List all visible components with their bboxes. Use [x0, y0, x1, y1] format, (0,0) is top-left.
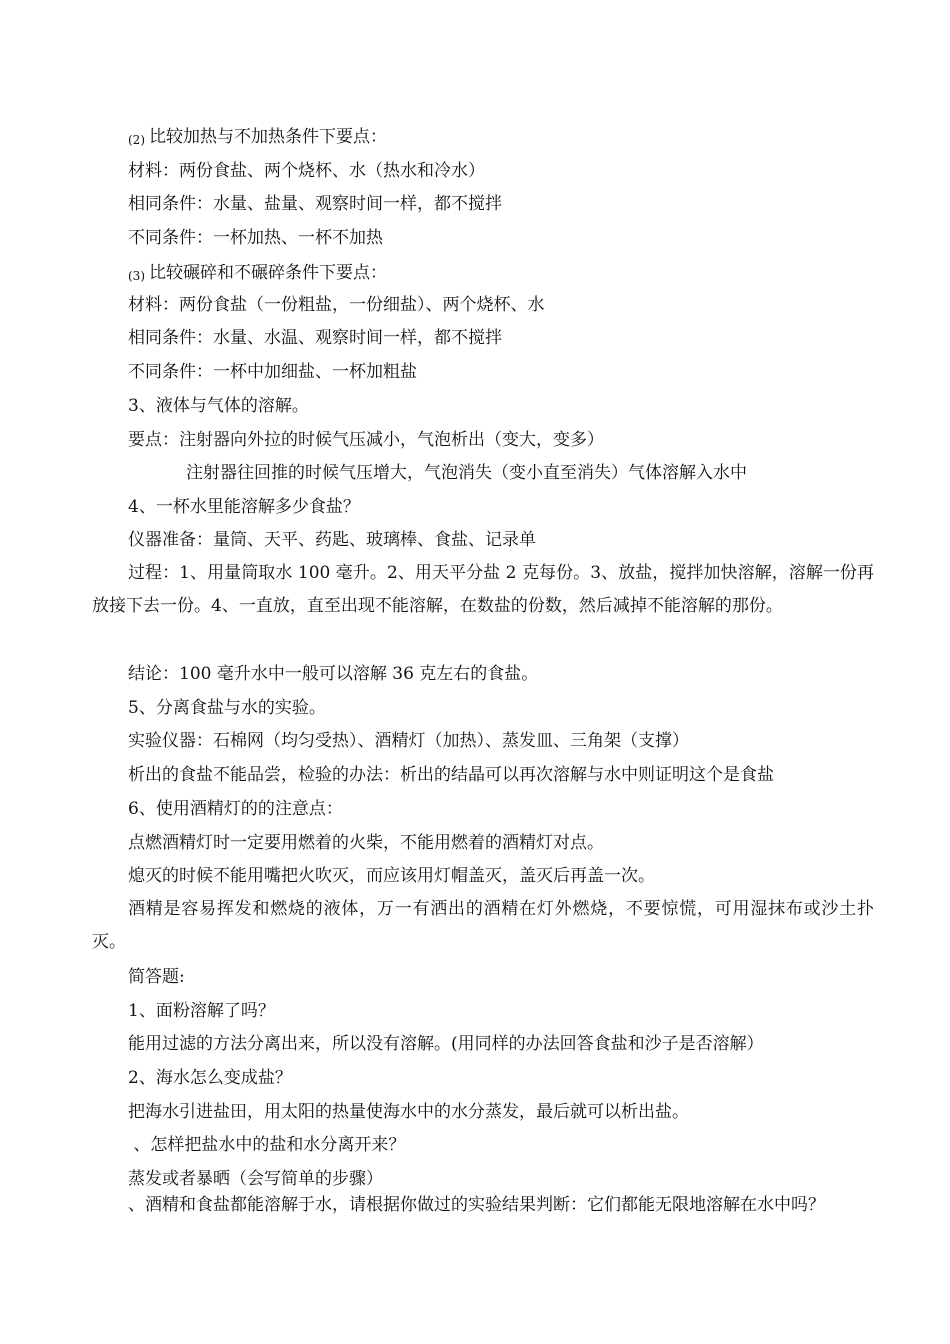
text-line: 5、分离食盐与水的实验。 — [128, 698, 326, 718]
text-line: 3、液体与气体的溶解。 — [128, 396, 309, 416]
text-line: 把海水引进盐田，用太阳的热量使海水中的水分蒸发，最后就可以析出盐。 — [128, 1102, 689, 1122]
section-2-heading — [128, 126, 387, 151]
text-line: 点燃酒精灯时一定要用燃着的火柴，不能用燃着的酒精灯对点。 — [128, 833, 604, 853]
paragraph: 、酒精和食盐都能溶解于水，请根据你做过的实验结果判断：它们都能无限地溶解在水中吗？ — [128, 1195, 825, 1215]
text-line: 不同条件：一杯中加细盐、一杯加粗盐 — [128, 362, 417, 382]
text-line: 注射器往回推的时候气压增大，气泡消失（变小直至消失）气体溶解入水中 — [186, 463, 747, 483]
item-number: (2) — [128, 133, 145, 147]
text-line: 1、面粉溶解了吗？ — [128, 1001, 275, 1021]
text-line: 简答题: — [128, 967, 185, 987]
section-3-heading — [128, 262, 387, 287]
text-line: 要点：注射器向外拉的时候气压减小，气泡析出（变大，变多） — [128, 430, 604, 450]
heading-text: 比较加热与不加热条件下要点： — [149, 127, 387, 147]
text-line: 4、一杯水里能溶解多少食盐？ — [128, 497, 360, 517]
text-line: 相同条件：水量、水温、观察时间一样，都不搅拌 — [128, 328, 502, 348]
item-number: (3) — [128, 269, 145, 283]
text-line: 相同条件：水量、盐量、观察时间一样，都不搅拌 — [128, 194, 502, 214]
text-line: 2、海水怎么变成盐？ — [128, 1068, 292, 1088]
text-line: 、怎样把盐水中的盐和水分离开来？ — [128, 1135, 406, 1155]
text-line: 6、使用酒精灯的的注意点： — [128, 799, 343, 819]
text-line: 能用过滤的方法分离出来，所以没有溶解。(用同样的办法回答食盐和沙子是否溶解） — [128, 1034, 764, 1054]
text-line: 仪器准备：量筒、天平、药匙、玻璃棒、食盐、记录单 — [128, 530, 536, 550]
text-line: 实验仪器：石棉网（均匀受热）、酒精灯（加热）、蒸发皿、三角架（支撑） — [128, 731, 689, 751]
paragraph: 过程：1、用量筒取水 100 毫升。2、用天平分盐 2 克每份。3、放盐，搅拌加快溶解，溶解一份再放接下去一份。4、一直放，直至出现不能溶解，在数盐的份数，然后减掉不能溶解的那份。 — [92, 563, 874, 616]
heading-text: 比较碾碎和不碾碎条件下要点： — [149, 263, 387, 283]
text-line: 不同条件：一杯加热、一杯不加热 — [128, 228, 383, 248]
text-line: 材料：两份食盐（一份粗盐，一份细盐）、两个烧杯、水 — [128, 295, 545, 315]
text-line: 蒸发或者暴晒（会写简单的步骤） — [128, 1169, 383, 1189]
paragraph: 酒精是容易挥发和燃烧的液体，万一有洒出的酒精在灯外燃烧，不要惊慌，可用湿抹布或沙土扑灭。 — [92, 899, 874, 952]
text-line: 材料：两份食盐、两个烧杯、水（热水和冷水） — [128, 161, 485, 181]
text-line: 析出的食盐不能品尝，检验的办法：析出的结晶可以再次溶解与水中则证明这个是食盐 — [128, 765, 774, 785]
text-line: 结论：100 毫升水中一般可以溶解 36 克左右的食盐。 — [128, 664, 539, 684]
text-line: 熄灭的时候不能用嘴把火吹灭，而应该用灯帽盖灭，盖灭后再盖一次。 — [128, 866, 655, 886]
